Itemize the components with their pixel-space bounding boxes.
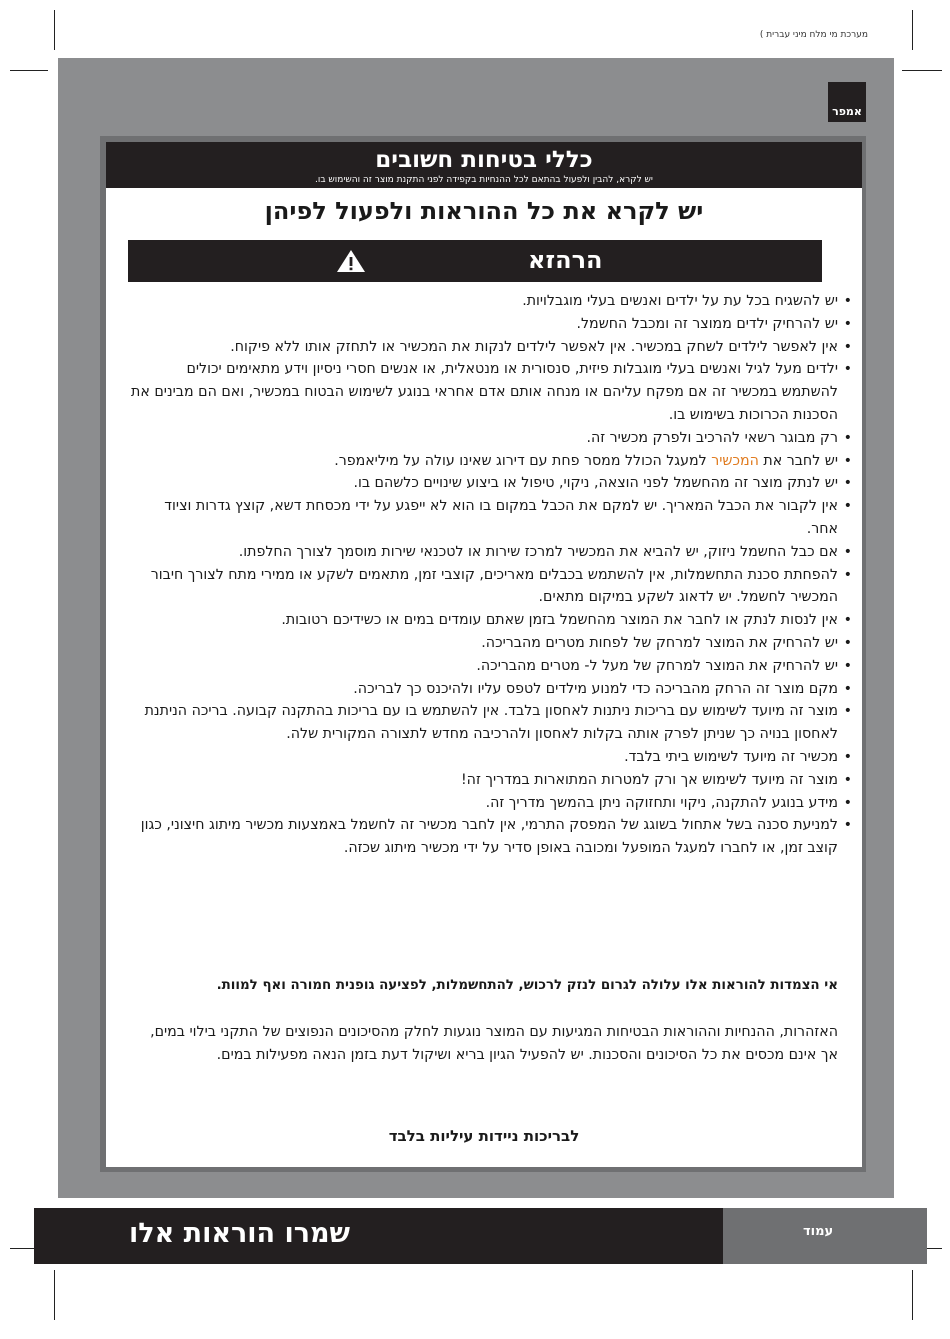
warning-title: הרהזא [528, 246, 603, 274]
disclaimer-paragraph: האזהרות, ההנחיות וההוראות הבטיחות המגיעות עם המוצר נוגעות לחלק מהסיכונים הנפוצים של התקני בילוי במים, אך אינם מכסים את כל הסיכונים והסכנות. יש להפעיל הגיון בריא ושיקול דעת בזמן הנאה מפעילות במים. [150, 1024, 838, 1063]
crop-mark [902, 70, 942, 71]
list-item: • יש לנתק מוצר זה מהחשמל לפני הוצאה, ניקוי, טיפול או ביצוע שינויים כלשהם בו. [130, 472, 838, 495]
main-heading: יש לקרא את כל ההוראות ולפעול לפיהן [264, 197, 704, 225]
list-item: • יש להרחיק ילדים ממוצר זה ומכבל החשמל. [130, 313, 838, 336]
bold-warning: אי הצמדות להוראות אלו עלולה לגרום לנזק לרכוש, להתחשמלות, לפציעה גופנית חמורה ואף למוות. [216, 978, 838, 993]
crop-mark [54, 1270, 55, 1320]
page-subtitle: יש לקרא, להבין ולפעול בהתאם לכל ההנחיות בקפידה לפני התקנת מוצר זה והשימוש בו. [315, 175, 653, 185]
list-item: • להפחתת סכנת התחשמלות, אין להשתמש בכבלים מאריכים, קוצבי זמן, מתאמים לשקע או ממירי מתח לצורך חיבור המכשיר לחשמל. יש לדאוג לשקע במיקום מתאים. [130, 564, 838, 610]
list-item: • אין לקבור את הכבל המאריך. יש למקם את הכבל במקום בו הוא לא ייפגע על ידי מכסחת דשא, קוצץ גדרות וציוד אחר. [130, 495, 838, 541]
footer-note: לבריכות ניידות עיליות בלבד [388, 1127, 580, 1145]
crop-mark [912, 1270, 913, 1320]
header-note: מערכת מי מלח מיני עברית ) [759, 30, 868, 40]
list-item-text: למעגל הכולל ממסר פחת עם דירוג שאינו עולה על מיליאמפר. [334, 452, 712, 469]
warning-triangle-icon [336, 249, 366, 277]
page-title: כללי בטיחות חשובים [375, 147, 593, 173]
list-item: • למניעת סכנה בשל אתחול בשוגג של המפסק התרמי, אין לחבר מכשיר זה לחשמל באמצעות מכשיר מיתוג חיצוני, כגון קוצב זמן, או לחברו למעגל המופעל ומכובה באופן סדיר על ידי מכשיר מיתוג שכזה. [130, 814, 838, 860]
list-item-text: יש לחבר את [758, 452, 838, 469]
footer-bar [34, 1208, 927, 1264]
warning-bar [128, 240, 822, 282]
crop-mark [912, 10, 913, 50]
list-item: • יש להרחיק את המוצר למרחק של מעל ל- מטרים מהבריכה. [130, 655, 838, 678]
crop-mark [10, 70, 48, 71]
list-item: • מוצר זה מיועד לשימוש אך ורק למטרות המתוארות במדריך זה! [130, 769, 838, 792]
list-item: • רק מבוגר רשאי להרכיב ולפרק מכשיר זה. [130, 427, 838, 450]
list-item: • יש להשגיח בכל עת על ילדים ואנשים בעלי מוגבלויות. [130, 290, 838, 313]
list-item: • אין לנסות לנתק או לחבר את המוצר מהחשמל בזמן שאתם עומדים במים או כשידיכם רטובות. [130, 609, 838, 632]
save-instructions-text: שמרו הוראות אלו [129, 1218, 351, 1249]
list-item: • מקם מוצר זה הרחק מהבריכה כדי למנוע מילדים לטפס עליו ולהיכנס כך לבריכה. [130, 678, 838, 701]
list-item: • אין לאפשר לילדים לשחק במכשיר. אין לאפשר לילדים לנקות את המכשיר או לתחזק אותו ללא פיקוח. [130, 336, 838, 359]
list-item: • מידע בנוגע להתקנה, ניקוי ותחזוקה ניתן בהמשך מדריך זה. [130, 792, 838, 815]
page-label: עמוד [803, 1224, 834, 1239]
list-item: • מכשיר זה מיועד לשימוש ביתי בלבד. [130, 746, 838, 769]
crop-mark [54, 10, 55, 50]
page-box [723, 1208, 927, 1264]
highlight-text: המכשיר [711, 452, 759, 469]
safety-list [130, 290, 858, 860]
side-tab [828, 82, 866, 122]
title-bar [106, 142, 862, 188]
list-item [130, 450, 838, 473]
list-item: • ילדים מעל לגיל ואנשים בעלי מוגבלות פיזית, סנסורית או מנטאלית, או אנשים חסרי ניסיון וידע מתאימים יכולים להשתמש במכשיר זה אם מפקח עליהם או מנחה אותם אדם אחראי בנוגע לשימוש הבטוח במכשיר, ואם הם מבינים את הסכנות הכרוכות בשימוש בו. [130, 358, 838, 426]
list-item: • אם כבל החשמל ניזוק, יש להביא את המכשיר למרכז שירות או לטכנאי שירות מוסמך לצורך החלפתו. [130, 541, 838, 564]
list-item: • יש להרחיק את המוצר למרחק של לפחות מטרים מהבריכה. [130, 632, 838, 655]
side-tab-label: אמפר [832, 105, 862, 118]
list-item: • מוצר זה מיועד לשימוש עם בריכות ניתנות לאחסון בלבד. אין להשתמש בו עם בריכות בהתקנה קבועה. בריכה הניתנת לאחסון בנויה כך שניתן לפרק אותה בקלות לאחסון ולהרכיבה מחדש לתצורה המקורית שלה. [130, 700, 838, 746]
